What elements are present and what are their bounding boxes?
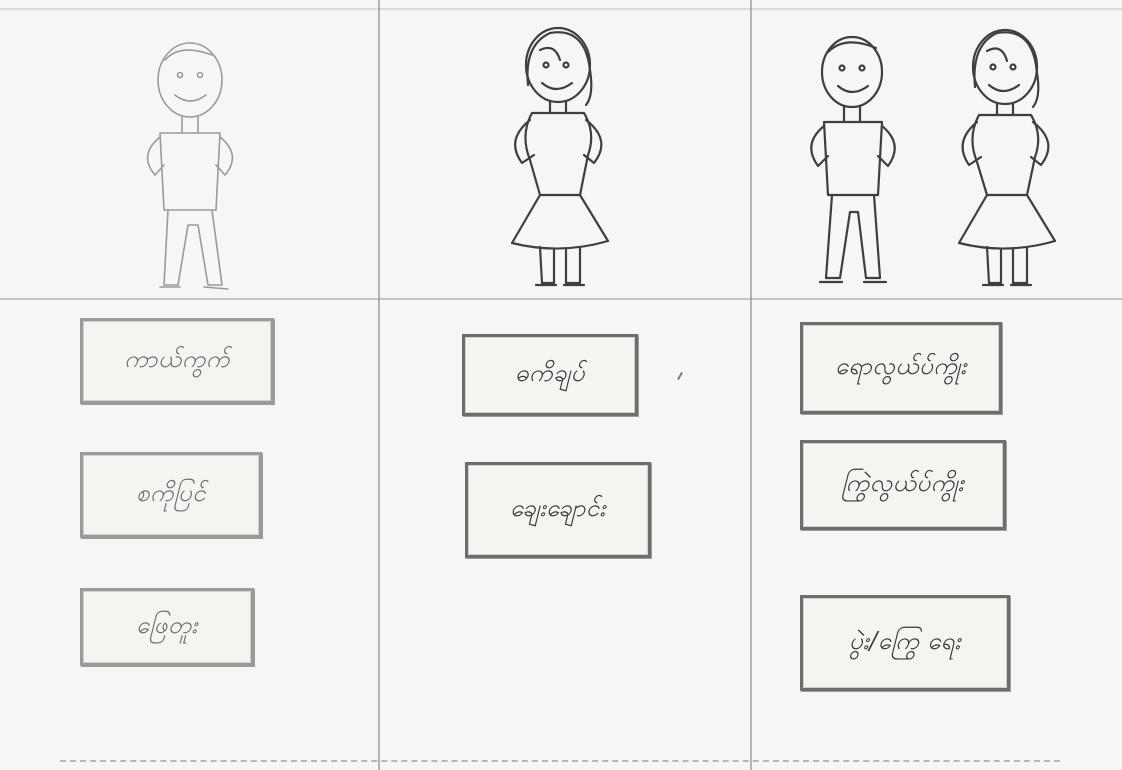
word-card-col1-3: ဖြေတူး xyxy=(80,588,254,666)
girl-figure xyxy=(490,15,630,295)
word-card-col3-1: ရောလွယ်ပ်ကွိုး xyxy=(800,322,1002,414)
girl-figure-pair xyxy=(935,15,1075,293)
word-card-col2-1: ဓကိချပ် xyxy=(462,334,638,416)
word-card-col1-2: စကိုပြင် xyxy=(80,452,262,538)
word-card-col3-2: ကြွဲလွယ်ပ်ကွိုး xyxy=(800,440,1006,530)
word-card-col3-3: ပွဲး/ကြွေ ရေး xyxy=(800,595,1010,691)
boy-figure-pair xyxy=(790,20,920,292)
column-divider-1 xyxy=(378,0,380,770)
boy-figure xyxy=(120,25,260,295)
row-divider xyxy=(0,298,1122,300)
pen-mark xyxy=(677,372,683,380)
top-border xyxy=(0,8,1122,10)
word-card-col2-2: ချေးချောင်း xyxy=(465,462,651,558)
column-divider-2 xyxy=(750,0,752,770)
page-bottom-edge xyxy=(60,760,1060,770)
word-card-col1-1: ကာယ်ကွက် xyxy=(80,318,274,404)
